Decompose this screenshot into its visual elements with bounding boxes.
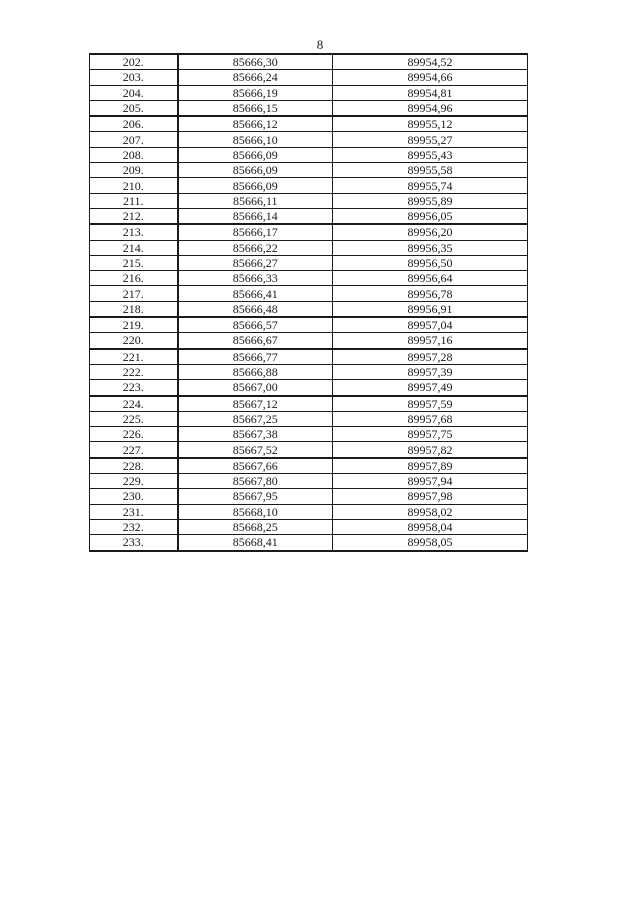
table-row <box>90 380 528 396</box>
point-number-cell: 232. <box>90 519 178 534</box>
table-row <box>90 178 528 193</box>
y-coordinate-cell: 89954,66 <box>333 70 528 85</box>
y-coordinate-cell: 89955,89 <box>333 193 528 208</box>
table-row <box>90 240 528 255</box>
x-coordinate-cell: 85667,66 <box>178 458 333 474</box>
coordinates-table-body <box>90 54 528 551</box>
table-row <box>90 474 528 489</box>
y-coordinate-cell: 89957,98 <box>333 489 528 504</box>
point-number-cell: 218. <box>90 301 178 317</box>
y-coordinate-cell: 89957,28 <box>333 349 528 365</box>
y-coordinate-cell: 89957,82 <box>333 442 528 458</box>
y-coordinate-cell: 89957,89 <box>333 458 528 474</box>
point-number-cell: 206. <box>90 116 178 132</box>
point-number-cell: 230. <box>90 489 178 504</box>
point-number-cell: 211. <box>90 193 178 208</box>
point-number-cell: 212. <box>90 208 178 224</box>
x-coordinate-cell: 85668,25 <box>178 519 333 534</box>
table-row <box>90 427 528 442</box>
y-coordinate-cell: 89954,81 <box>333 85 528 100</box>
table-row <box>90 364 528 379</box>
x-coordinate-cell: 85666,15 <box>178 100 333 116</box>
point-number-cell: 216. <box>90 271 178 286</box>
table-row <box>90 100 528 116</box>
point-number-cell: 229. <box>90 474 178 489</box>
x-coordinate-cell: 85666,12 <box>178 116 333 132</box>
point-number-cell: 228. <box>90 458 178 474</box>
x-coordinate-cell: 85667,52 <box>178 442 333 458</box>
x-coordinate-cell: 85666,77 <box>178 349 333 365</box>
table-row <box>90 411 528 426</box>
y-coordinate-cell: 89958,02 <box>333 504 528 519</box>
x-coordinate-cell: 85666,88 <box>178 364 333 379</box>
point-number-cell: 227. <box>90 442 178 458</box>
y-coordinate-cell: 89955,43 <box>333 147 528 162</box>
y-coordinate-cell: 89954,96 <box>333 100 528 116</box>
x-coordinate-cell: 85667,38 <box>178 427 333 442</box>
y-coordinate-cell: 89956,50 <box>333 255 528 270</box>
table-row <box>90 85 528 100</box>
x-coordinate-cell: 85666,30 <box>178 54 333 70</box>
point-number-cell: 209. <box>90 163 178 178</box>
y-coordinate-cell: 89957,16 <box>333 333 528 349</box>
point-number-cell: 214. <box>90 240 178 255</box>
table-row <box>90 489 528 504</box>
table-row <box>90 396 528 412</box>
table-row <box>90 504 528 519</box>
y-coordinate-cell: 89955,12 <box>333 116 528 132</box>
point-number-cell: 224. <box>90 396 178 412</box>
x-coordinate-cell: 85667,00 <box>178 380 333 396</box>
x-coordinate-cell: 85667,25 <box>178 411 333 426</box>
point-number-cell: 208. <box>90 147 178 162</box>
table-row <box>90 224 528 240</box>
table-row <box>90 442 528 458</box>
y-coordinate-cell: 89957,75 <box>333 427 528 442</box>
point-number-cell: 233. <box>90 535 178 551</box>
point-number-cell: 213. <box>90 224 178 240</box>
y-coordinate-cell: 89958,05 <box>333 535 528 551</box>
table-row <box>90 132 528 147</box>
table-row <box>90 255 528 270</box>
x-coordinate-cell: 85666,17 <box>178 224 333 240</box>
x-coordinate-cell: 85667,80 <box>178 474 333 489</box>
table-row <box>90 54 528 70</box>
y-coordinate-cell: 89957,59 <box>333 396 528 412</box>
point-number-cell: 221. <box>90 349 178 365</box>
x-coordinate-cell: 85666,48 <box>178 301 333 317</box>
y-coordinate-cell: 89958,04 <box>333 519 528 534</box>
x-coordinate-cell: 85667,12 <box>178 396 333 412</box>
y-coordinate-cell: 89956,91 <box>333 301 528 317</box>
point-number-cell: 220. <box>90 333 178 349</box>
point-number-cell: 223. <box>90 380 178 396</box>
point-number-cell: 205. <box>90 100 178 116</box>
point-number-cell: 225. <box>90 411 178 426</box>
y-coordinate-cell: 89957,39 <box>333 364 528 379</box>
point-number-cell: 222. <box>90 364 178 379</box>
table-row <box>90 271 528 286</box>
x-coordinate-cell: 85666,24 <box>178 70 333 85</box>
y-coordinate-cell: 89956,78 <box>333 286 528 301</box>
y-coordinate-cell: 89955,58 <box>333 163 528 178</box>
table-row <box>90 163 528 178</box>
table-row <box>90 317 528 333</box>
y-coordinate-cell: 89955,74 <box>333 178 528 193</box>
table-row <box>90 458 528 474</box>
x-coordinate-cell: 85667,95 <box>178 489 333 504</box>
x-coordinate-cell: 85668,10 <box>178 504 333 519</box>
x-coordinate-cell: 85666,41 <box>178 286 333 301</box>
x-coordinate-cell: 85666,27 <box>178 255 333 270</box>
point-number-cell: 203. <box>90 70 178 85</box>
x-coordinate-cell: 85668,41 <box>178 535 333 551</box>
table-row <box>90 193 528 208</box>
point-number-cell: 210. <box>90 178 178 193</box>
y-coordinate-cell: 89956,64 <box>333 271 528 286</box>
point-number-cell: 215. <box>90 255 178 270</box>
x-coordinate-cell: 85666,57 <box>178 317 333 333</box>
table-row <box>90 116 528 132</box>
point-number-cell: 202. <box>90 54 178 70</box>
y-coordinate-cell: 89957,49 <box>333 380 528 396</box>
y-coordinate-cell: 89957,94 <box>333 474 528 489</box>
table-row <box>90 286 528 301</box>
x-coordinate-cell: 85666,09 <box>178 163 333 178</box>
x-coordinate-cell: 85666,67 <box>178 333 333 349</box>
point-number-cell: 219. <box>90 317 178 333</box>
point-number-cell: 207. <box>90 132 178 147</box>
y-coordinate-cell: 89957,04 <box>333 317 528 333</box>
x-coordinate-cell: 85666,11 <box>178 193 333 208</box>
table-row <box>90 349 528 365</box>
x-coordinate-cell: 85666,10 <box>178 132 333 147</box>
y-coordinate-cell: 89956,35 <box>333 240 528 255</box>
point-number-cell: 204. <box>90 85 178 100</box>
coordinates-table <box>89 53 528 552</box>
point-number-cell: 231. <box>90 504 178 519</box>
y-coordinate-cell: 89955,27 <box>333 132 528 147</box>
x-coordinate-cell: 85666,14 <box>178 208 333 224</box>
table-row <box>90 147 528 162</box>
table-row <box>90 70 528 85</box>
x-coordinate-cell: 85666,09 <box>178 147 333 162</box>
page-number: 8 <box>316 37 324 52</box>
x-coordinate-cell: 85666,33 <box>178 271 333 286</box>
x-coordinate-cell: 85666,22 <box>178 240 333 255</box>
x-coordinate-cell: 85666,19 <box>178 85 333 100</box>
table-row <box>90 535 528 551</box>
y-coordinate-cell: 89954,52 <box>333 54 528 70</box>
point-number-cell: 217. <box>90 286 178 301</box>
table-row <box>90 301 528 317</box>
y-coordinate-cell: 89957,68 <box>333 411 528 426</box>
y-coordinate-cell: 89956,05 <box>333 208 528 224</box>
table-row <box>90 208 528 224</box>
x-coordinate-cell: 85666,09 <box>178 178 333 193</box>
y-coordinate-cell: 89956,20 <box>333 224 528 240</box>
table-row <box>90 519 528 534</box>
point-number-cell: 226. <box>90 427 178 442</box>
table-row <box>90 333 528 349</box>
